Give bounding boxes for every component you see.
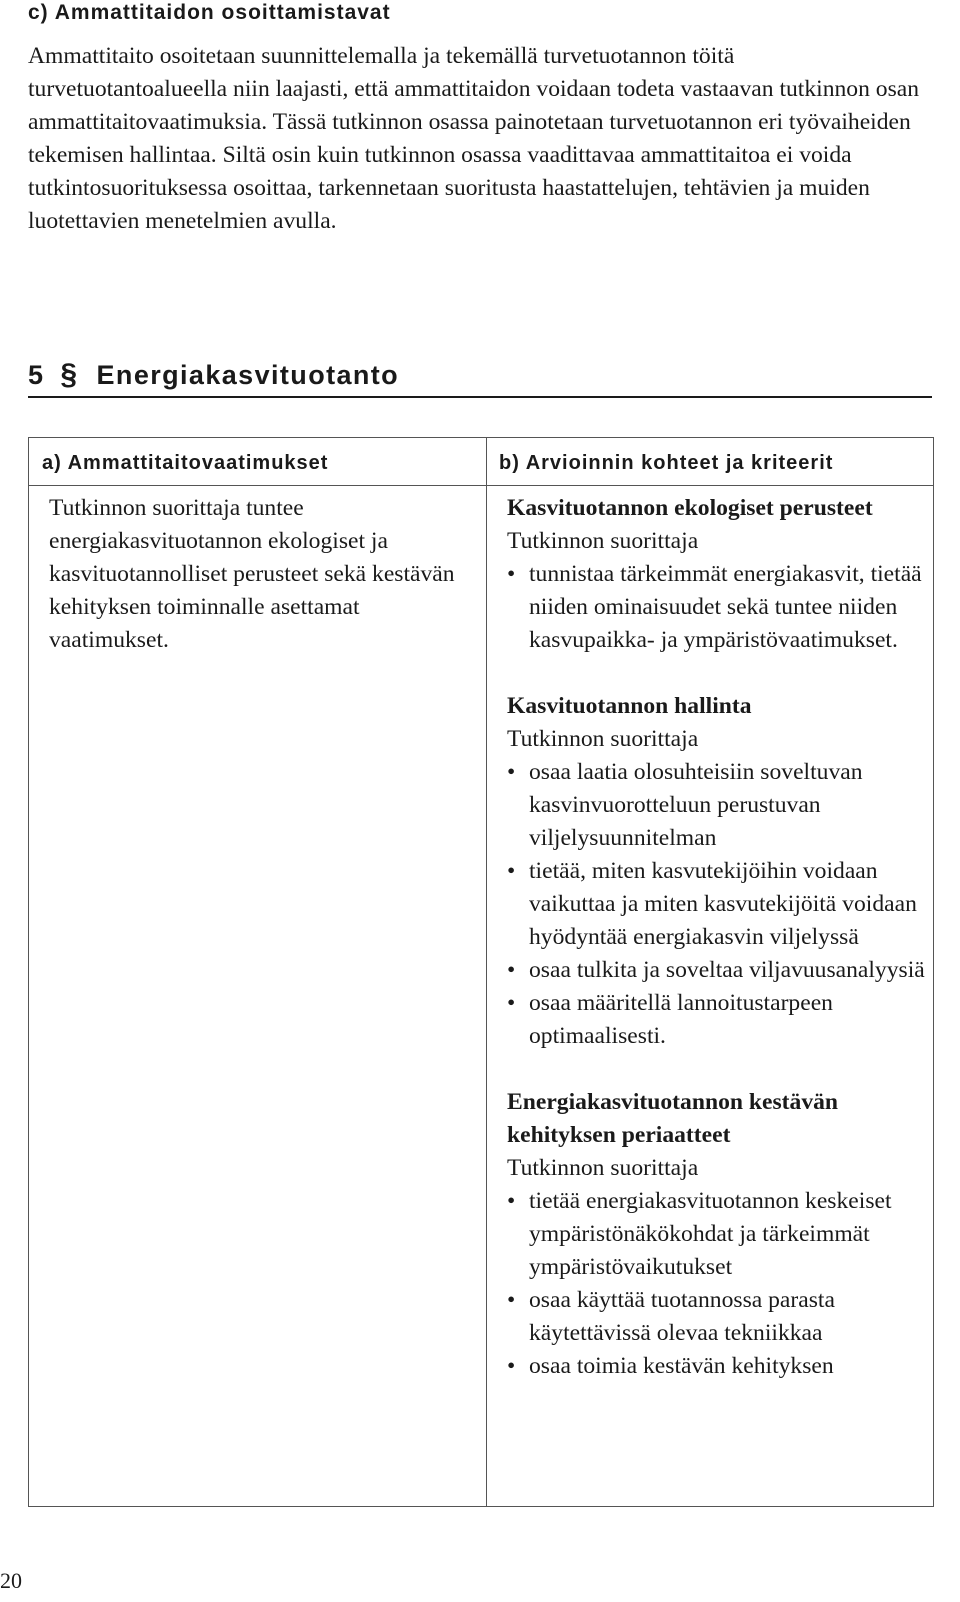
section-symbol: § [60,358,79,391]
list-item: • osaa tulkita ja soveltaa viljavuusanalyysiä [507,954,927,987]
page-number: 20 [0,1568,22,1593]
list-item: • osaa toimia kestävän kehityksen [507,1350,927,1383]
list-item: • tunnistaa tärkeimmät energiakasvit, tietää niiden ominaisuudet sekä tuntee niiden kasvupaikka- ja ympäristövaatimukset. [507,558,927,657]
criteria-section-intro: Tutkinnon suorittaja [507,1155,699,1181]
criteria-column [507,492,927,1416]
requirements-table [28,437,934,1507]
chapter-title-text: Energiakasvituotanto [96,360,400,390]
list-item: • osaa laatia olosuhteisiin soveltuvan kasvinvuorotteluun perustuvan viljelysuunnitelman [507,756,927,855]
list-item: • osaa määritellä lannoitustarpeen optimaalisesti. [507,987,927,1053]
header-divider [29,485,933,486]
list-item: • tietää energiakasvituotannon keskeiset ympäristönäkökohdat ja tärkeimmät ympäristövaikutukset [507,1185,927,1284]
section-c-body: Ammattitaito osoitetaan suunnittelemalla ja tekemällä turvetuotannon töitä turvetuotantoalueella niin laajasti, että ammattitaidon voidaan todeta vastaavan tutkinnon osan ammattitaitovaatimuksia. Tässä tutkinnon osassa painotetaan turvetuotannon eri työvaiheiden tekemisen hallintaa. Siltä osin kuin tutkinnon osassa vaadittavaa ammattitaitoa ei voida tutkintosuorituksessa osoittaa, tarkennetaan suoritusta haastattelujen, tehtävien ja muiden luotettavien menetelmien avulla. [28,43,920,234]
criteria-section [507,492,927,657]
chapter-title [28,358,932,392]
list-item: • osaa käyttää tuotannossa parasta käytettävissä olevaa tekniikkaa [507,1284,927,1350]
chapter-header [28,358,932,398]
criteria-section-title: Energiakasvituotannon kestävän kehityksen periaatteet [507,1089,839,1148]
criteria-list [507,558,927,657]
criteria-section [507,690,927,1053]
chapter-number: 5 [28,360,45,390]
col-b-heading: b) Arvioinnin kohteet ja kriteerit [499,452,834,474]
criteria-section-title: Kasvituotannon ekologiset perusteet [507,495,873,521]
criteria-section-intro: Tutkinnon suorittaja [507,726,699,752]
column-divider [486,438,487,1506]
list-item: • tietää, miten kasvutekijöihin voidaan vaikuttaa ja miten kasvutekijöitä voidaan hyödyntää energiakasvin viljelyssä [507,855,927,954]
col-a-text: Tutkinnon suorittaja tuntee energiakasvituotannon ekologiset ja kasvituotannolliset perusteet sekä kestävän kehityksen toiminnalle asettamat vaatimukset. [49,495,455,653]
criteria-section-intro: Tutkinnon suorittaja [507,528,699,554]
criteria-list [507,756,927,1053]
criteria-section [507,1086,927,1383]
section-c-heading: c) Ammattitaidon osoittamistavat [28,1,391,24]
criteria-section-title: Kasvituotannon hallinta [507,693,752,719]
col-a-heading: a) Ammattitaitovaatimukset [42,452,329,474]
criteria-list [507,1185,927,1383]
